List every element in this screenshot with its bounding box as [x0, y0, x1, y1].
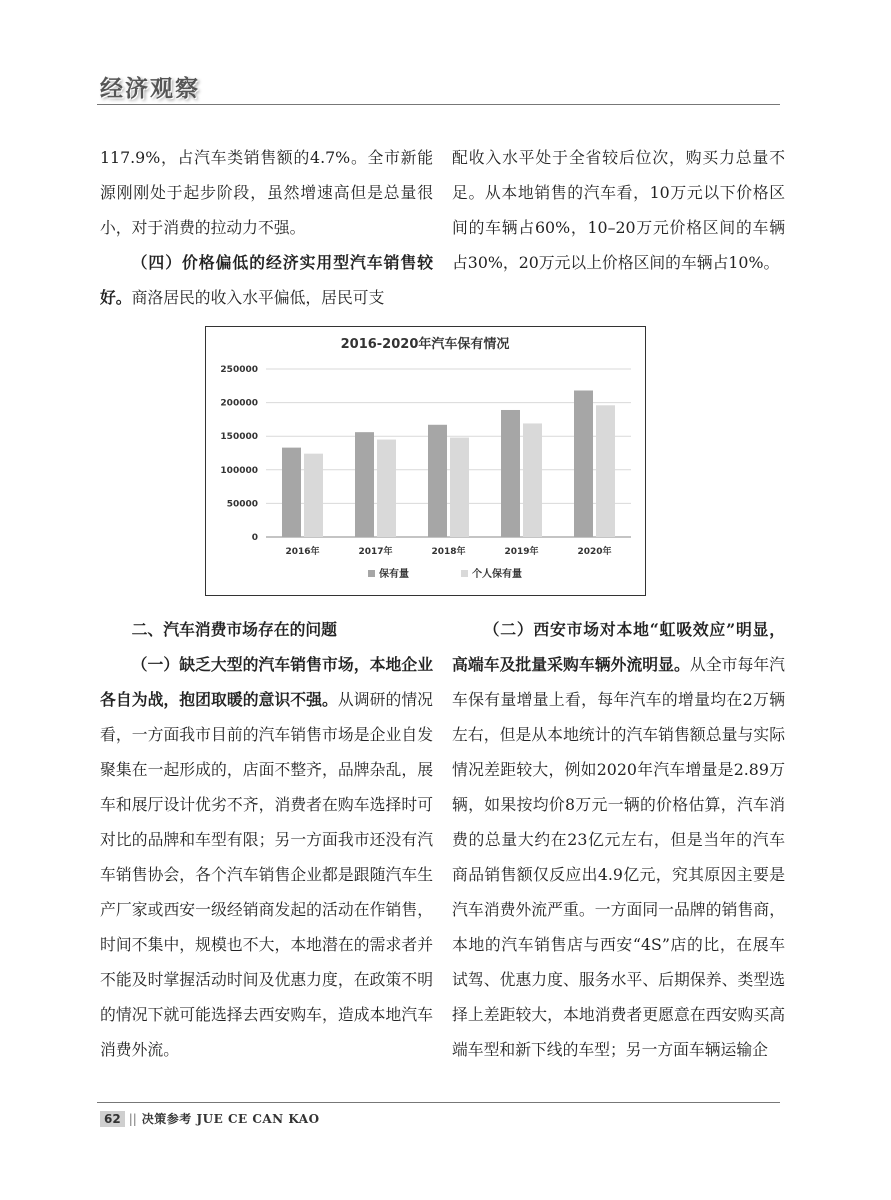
paragraph-text: 从全市每年汽车保有量增量上看，每年汽车的增量均在2万辆左右，但是从本地统计的汽车销售额总量与实际情况差距较大，例如2020年汽车增量是2.89万辆，如果按均价8万元一辆的价格估算，汽车消费的总量大约在23亿元左右，但是当年的汽车商品销售额仅反应出4.9亿元，究其原因主要是汽车消费外流严重。一方面同一品牌的销售商，本地的汽车销售店与西安“4S”店的比，在展车试驾、优惠力度、服务水平、后期保养、类型选择上差距较大，本地消费者更愿意在西安购买高端车型和新下线的车型；另一方面车辆运输企: [452, 655, 785, 1059]
bar-personal: [596, 405, 615, 537]
y-tick-label: 150000: [220, 432, 258, 443]
paragraph: [452, 612, 785, 1067]
subheading: （四）价格偏低的经济实用型汽车销售较好。: [100, 253, 433, 307]
page-number: 62: [100, 1111, 125, 1127]
x-tick-label: 2020年: [577, 547, 612, 557]
y-tick-label: 200000: [220, 398, 258, 409]
y-tick-label: 250000: [220, 365, 258, 375]
legend-label: 保有量: [379, 569, 409, 580]
bar-personal: [304, 454, 323, 537]
vehicle-ownership-chart: [205, 326, 646, 596]
bar-total: [428, 425, 447, 537]
paragraph: 配收入水平处于全省较后位次，购买力总量不足。从本地销售的汽车看，10万元以下价格区间的车辆占60%，10–20万元价格区间的车辆占30%，20万元以上价格区间的车辆占10%。: [452, 148, 785, 272]
bottom-right-column: [452, 612, 785, 1067]
top-left-column: [100, 140, 433, 315]
paragraph: 117.9%，占汽车类销售额的4.7%。全市新能源刚刚处于起步阶段，虽然增速高但是总量很小，对于消费的拉动力不强。: [100, 148, 433, 237]
x-tick-label: 2017年: [358, 547, 393, 557]
x-axis-ticks: [285, 545, 611, 557]
journal-name: 决策参考 JUE CE CAN KAO: [141, 1112, 320, 1126]
chart-title: 2016-2020年汽车保有情况: [340, 337, 510, 352]
bar-total: [355, 432, 374, 537]
legend-label: 个人保有量: [472, 569, 522, 580]
chart-svg: [206, 327, 645, 595]
x-tick-label: 2016年: [285, 547, 320, 557]
legend-swatch: [461, 570, 468, 577]
y-tick-label: 100000: [220, 465, 258, 476]
header-rule: [97, 104, 780, 105]
subheading: （一）缺乏大型的汽车销售市场，本地企业各自为战，抱团取暖的意识不强。: [100, 655, 433, 709]
footer-rule: [97, 1102, 780, 1103]
paragraph-text: 商洛居民的收入水平偏低，居民可支: [131, 288, 385, 307]
bar-personal: [377, 440, 396, 537]
chart-bars: [282, 391, 615, 537]
chart-legend: [368, 567, 522, 580]
bar-personal: [450, 438, 469, 537]
bar-total: [501, 410, 520, 537]
legend-swatch: [368, 570, 375, 577]
x-tick-label: 2018年: [431, 547, 466, 557]
bottom-left-column: [100, 612, 433, 1067]
top-right-column: [452, 140, 785, 280]
bar-total: [574, 391, 593, 537]
page-footer: [100, 1110, 320, 1127]
paragraph: [100, 245, 433, 315]
x-tick-label: 2019年: [504, 547, 539, 557]
subheading: （二）西安市场对本地“虹吸效应”明显，高端车及批量采购车辆外流明显。: [452, 620, 785, 674]
y-tick-label: 50000: [226, 499, 258, 510]
y-axis-ticks: [220, 365, 258, 543]
bar-total: [282, 448, 301, 537]
paragraph: [100, 647, 433, 1067]
paragraph-text: 从调研的情况看，一方面我市目前的汽车销售市场是企业自发聚集在一起形成的，店面不整齐，品牌杂乱，展车和展厅设计优劣不齐，消费者在购车选择时可对比的品牌和车型有限；另一方面我市还没有汽车销售协会，各个汽车销售企业都是跟随汽车生产厂家或西安一级经销商发起的活动在作销售，时间不集中，规模也不大，本地潜在的需求者并不能及时掌握活动时间及优惠力度，在政策不明的情况下就可能选择去西安购车，造成本地汽车消费外流。: [100, 690, 433, 1059]
section-heading: 二、汽车消费市场存在的问题: [131, 620, 337, 639]
section-title: 经济观察: [100, 76, 200, 102]
y-tick-label: 0: [251, 533, 258, 543]
footer-separator: ||: [128, 1111, 137, 1126]
bar-personal: [523, 423, 542, 537]
